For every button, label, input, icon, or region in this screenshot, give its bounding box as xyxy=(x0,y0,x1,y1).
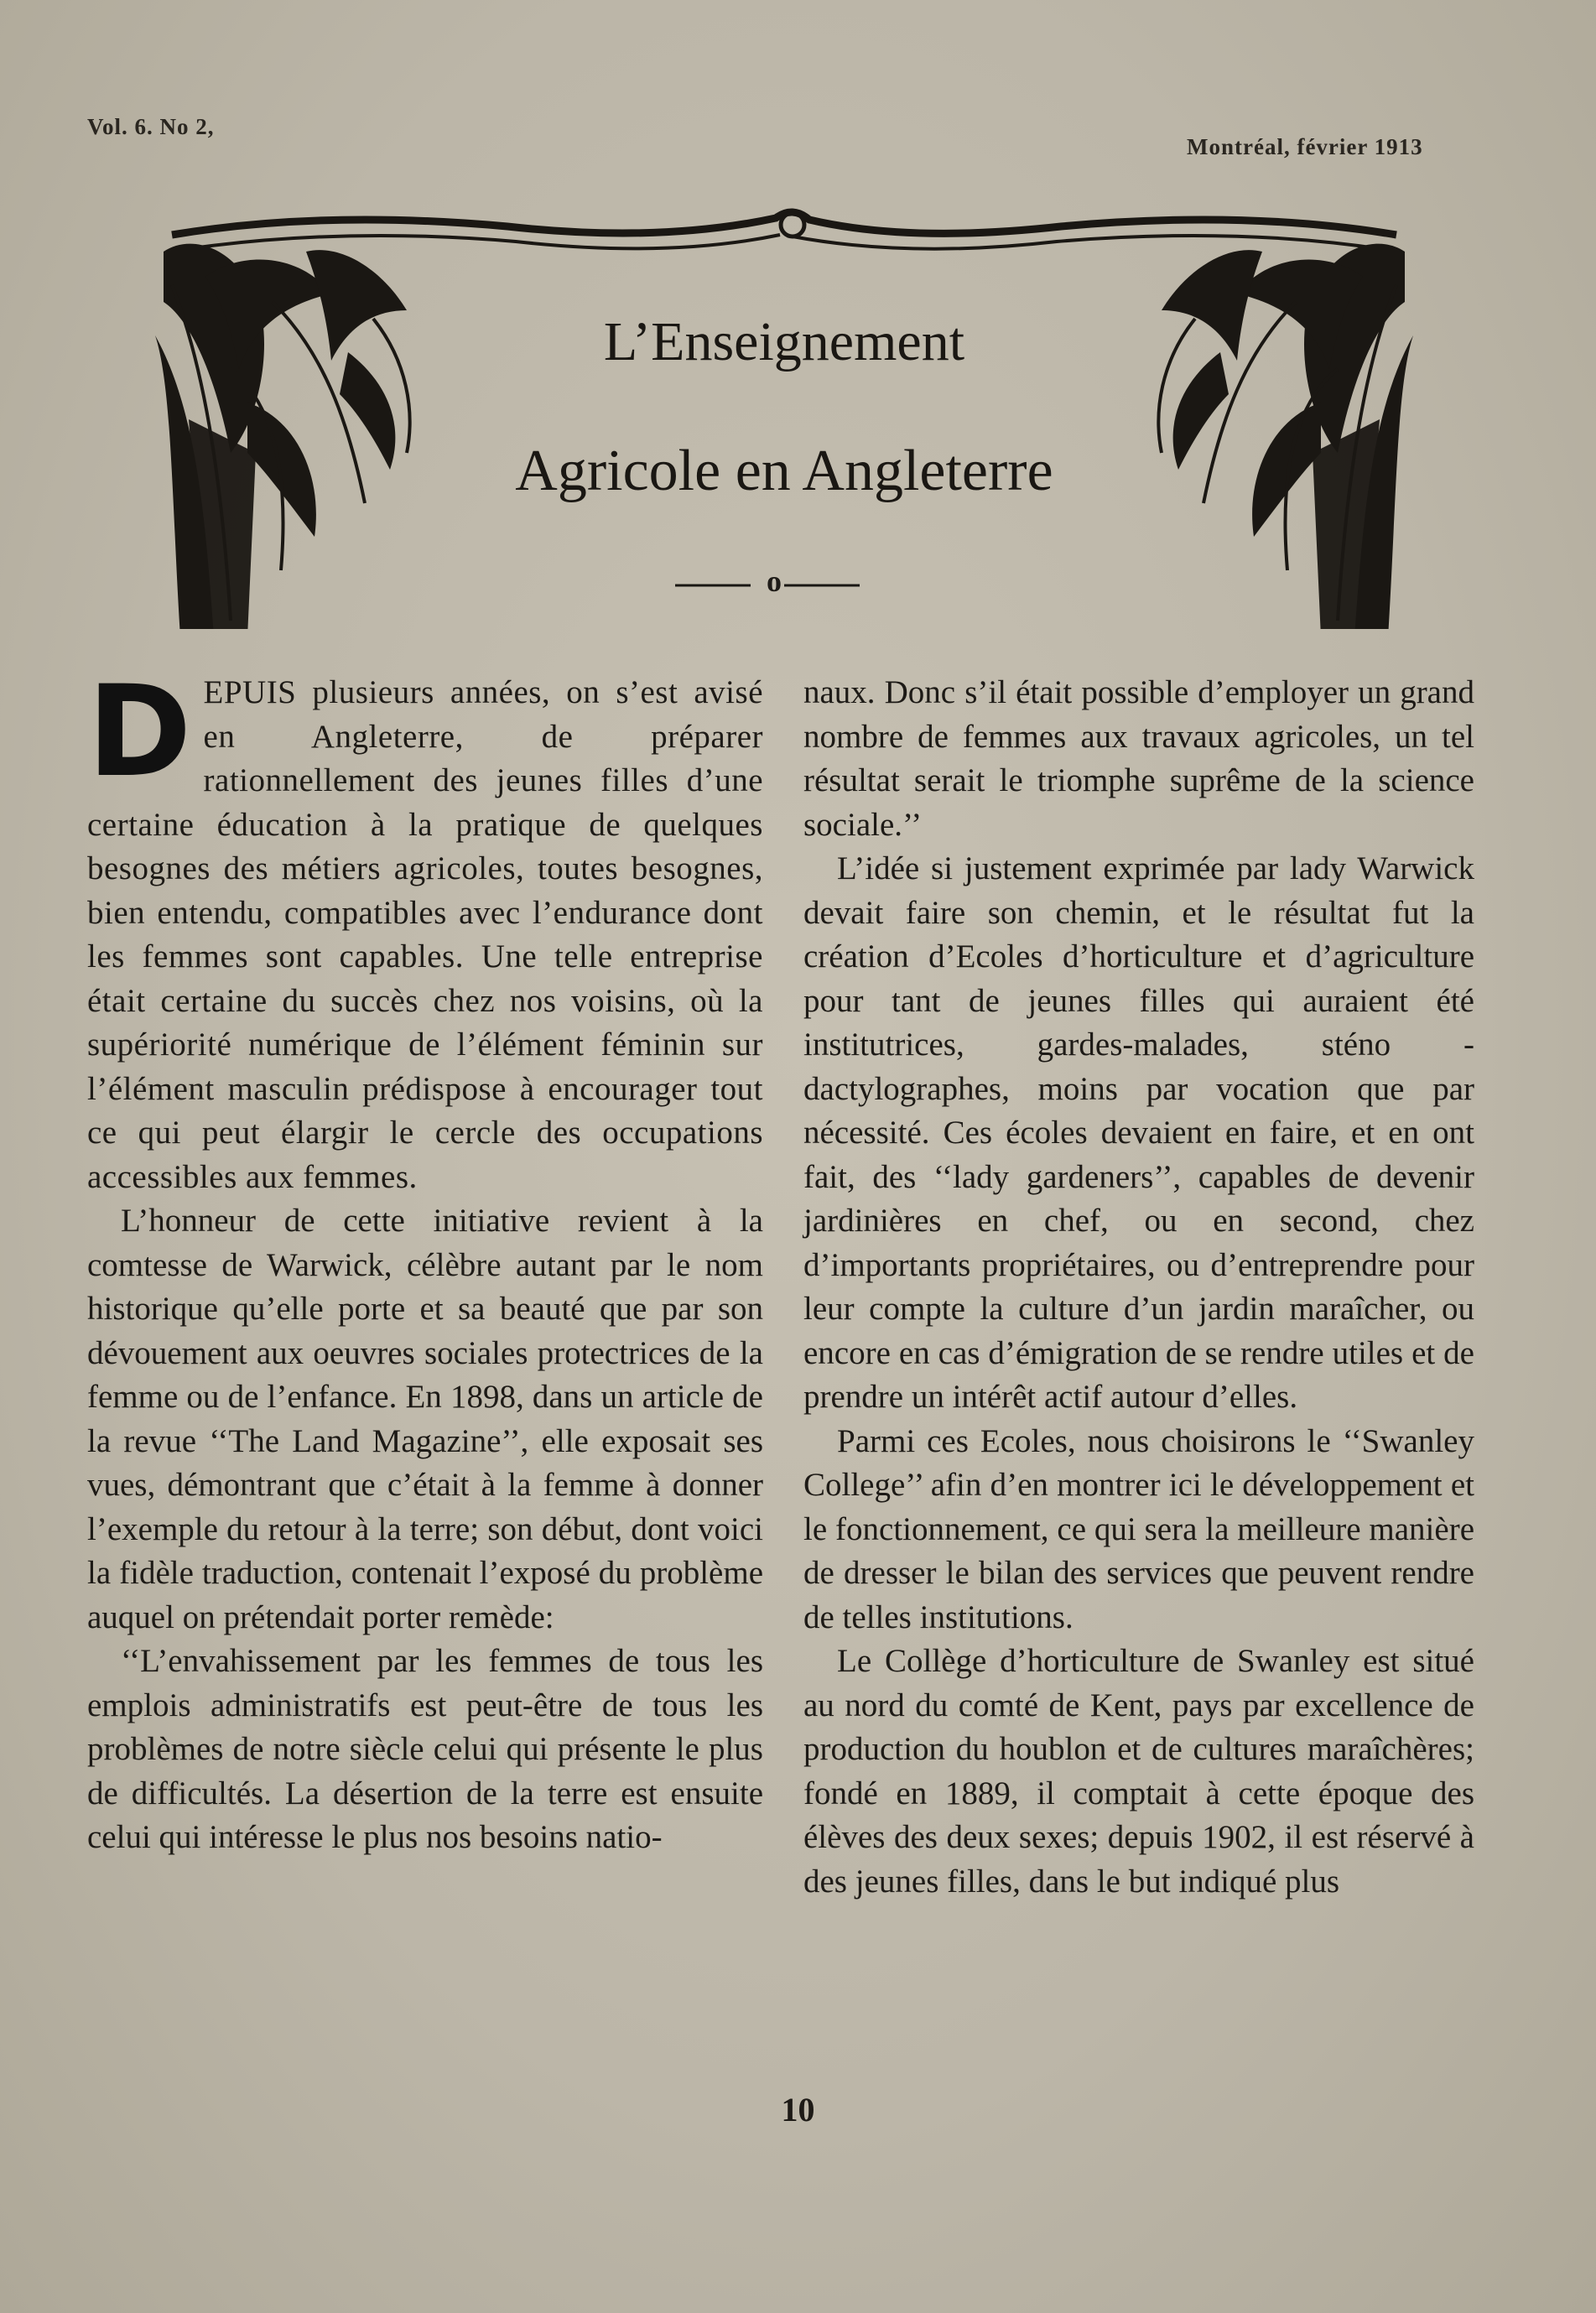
title-divider-ornament: o xyxy=(767,564,782,598)
paragraph: L’idée si justement exprimée par lady Warwick devait faire son chemin, et le résultat fut la création d’Ecoles d’horticulture et d’agriculture pour tant de jeunes filles qui auraient été institutrices, gardes-malades, sténo - dactylographes, moins par vocation que par nécessité. Ces écoles devaient en faire, et en ont fait, des ‘‘lady gardeners’’, capables de devenir jardinières en chef, ou en second, chez d’importants propriétaires, ou d’entreprendre pour leur compte la culture d’un jardin maraîcher, ou encore en cas d’émigration de se rendre utiles et de prendre un intérêt actif autour d’elles. xyxy=(803,850,1474,1415)
paragraph: Parmi ces Ecoles, nous choisirons le ‘‘Swanley College’’ afin d’en montrer ici le développement et le fonctionnement, ce qui sera la meilleure manière de dresser le bilan des services que peuvent rendre de telles institutions. xyxy=(803,1422,1474,1635)
page-number: 10 xyxy=(781,2091,815,2128)
issue-date: Montréal, février 1913 xyxy=(1187,134,1423,159)
article-title-line2: Agricole en Angleterre xyxy=(515,439,1053,503)
drop-cap: D xyxy=(87,659,192,805)
text-column-right xyxy=(803,671,1474,1904)
paragraph: Le Collège d’horticulture de Swanley est situé au nord du comté de Kent, pays par excellence de production du houblon et de cultures maraîchères; fondé en 1889, il comptait à cette époque des élèves des deux sexes; depuis 1902, il est réservé à des jeunes filles, dans le but indiqué plus xyxy=(803,1643,1474,1900)
paragraph: ‘‘L’envahissement par les femmes de tous les emplois administratifs est peut-être de tous les problèmes de notre siècle celui qui présente le plus de difficultés. La désertion de la terre est ensuite celui qui intéresse le plus nos besoins natio- xyxy=(87,1643,763,1855)
paragraph: DEPUIS plusieurs années, on s’est avisé en Angleterre, de préparer rationnellement des jeunes filles d’une certaine éducation à la pratique de quelques besognes des métiers agricoles, toutes besognes, bien entendu, compatibles avec l’endurance dont les femmes sont capables. Une telle entreprise était certaine du succès chez nos voisins, où la supériorité numérique de l’élément féminin sur l’élément masculin prédispose à encourager tout ce qui peut élargir le cercle des occupations accessibles aux femmes. xyxy=(87,659,763,1195)
paragraph: L’honneur de cette initiative revient à la comtesse de Warwick, célèbre autant par le nom historique qu’elle porte et sa beauté que par son dévouement aux oeuvres sociales protectrices de la femme ou de l’enfance. En 1898, dans un article de la revue ‘‘The Land Magazine’’, elle exposait ses vues, démontrant que c’était à la femme à donner l’exemple du retour à la terre; son début, dont voici la fidèle traduction, contenait l’exposé du problème auquel on prétendait porter remède: xyxy=(87,1203,763,1635)
title-banner xyxy=(155,201,1413,629)
text-column-left xyxy=(87,659,763,1860)
article-title-line1: L’Enseignement xyxy=(603,311,965,372)
paragraph: naux. Donc s’il était possible d’employer un grand nombre de femmes aux travaux agricoles, un tel résultat serait le triomphe suprême de la science sociale.’’ xyxy=(803,674,1474,843)
volume-number: Vol. 6. No 2, xyxy=(87,114,215,139)
